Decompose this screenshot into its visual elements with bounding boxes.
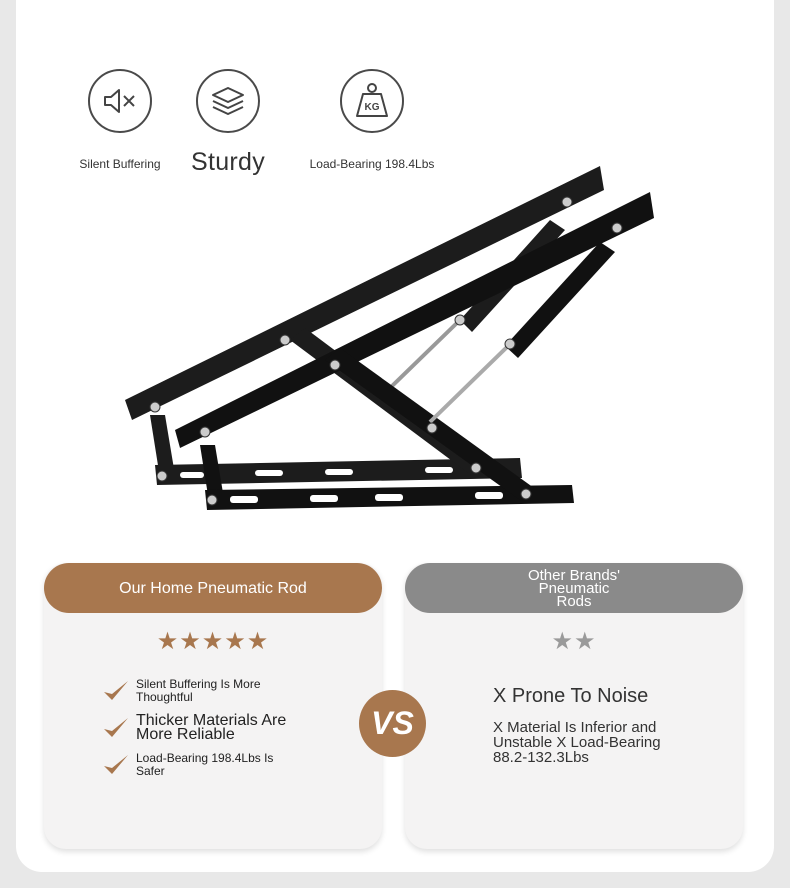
- layers-icon: [210, 84, 246, 118]
- vs-badge: VS: [359, 690, 426, 757]
- other-rating-stars: ★★: [551, 628, 597, 655]
- benefit-text: Load-Bearing 198.4Lbs Is Safer: [136, 751, 274, 778]
- other-brands-title: Other Brands' Pneumatic Rods: [405, 563, 743, 613]
- kg-weight-icon: [352, 81, 392, 121]
- our-product-title: Our Home Pneumatic Rod: [44, 563, 382, 613]
- feature-silent-buffering: [60, 69, 180, 171]
- feature-label-load: Load-Bearing 198.4Lbs: [309, 157, 435, 171]
- list-item: [102, 752, 306, 778]
- lift-bracket-image: [110, 160, 670, 520]
- layers-icon-circle: [196, 69, 260, 133]
- checkmark-icon: [102, 678, 130, 704]
- mute-icon: [102, 87, 138, 115]
- benefit-text: Thicker Materials Are More Reliable: [136, 712, 287, 743]
- feature-load-bearing: [282, 69, 462, 171]
- checkmark-icon: [102, 715, 130, 741]
- mute-icon-circle: [88, 69, 152, 133]
- drawback-text: X Material Is Inferior and Unstable X Load-Bearing 88.2-132.3Lbs: [493, 719, 661, 766]
- feature-label-sturdy: Sturdy: [190, 148, 266, 176]
- checkmark-icon: [102, 752, 130, 778]
- our-product-panel: [44, 563, 382, 849]
- list-item: [102, 714, 306, 742]
- our-rating-stars: ★★★★★: [156, 628, 270, 655]
- kg-weight-icon-circle: [340, 69, 404, 133]
- our-benefits-list: [102, 678, 306, 788]
- feature-label: Silent Buffering: [79, 157, 161, 171]
- kg-badge: KG: [364, 102, 380, 113]
- drawback-title: X Prone To Noise: [493, 685, 649, 707]
- list-item: [102, 678, 306, 704]
- benefit-text: Silent Buffering Is More Thoughtful: [136, 677, 261, 704]
- other-brands-panel: [405, 563, 743, 849]
